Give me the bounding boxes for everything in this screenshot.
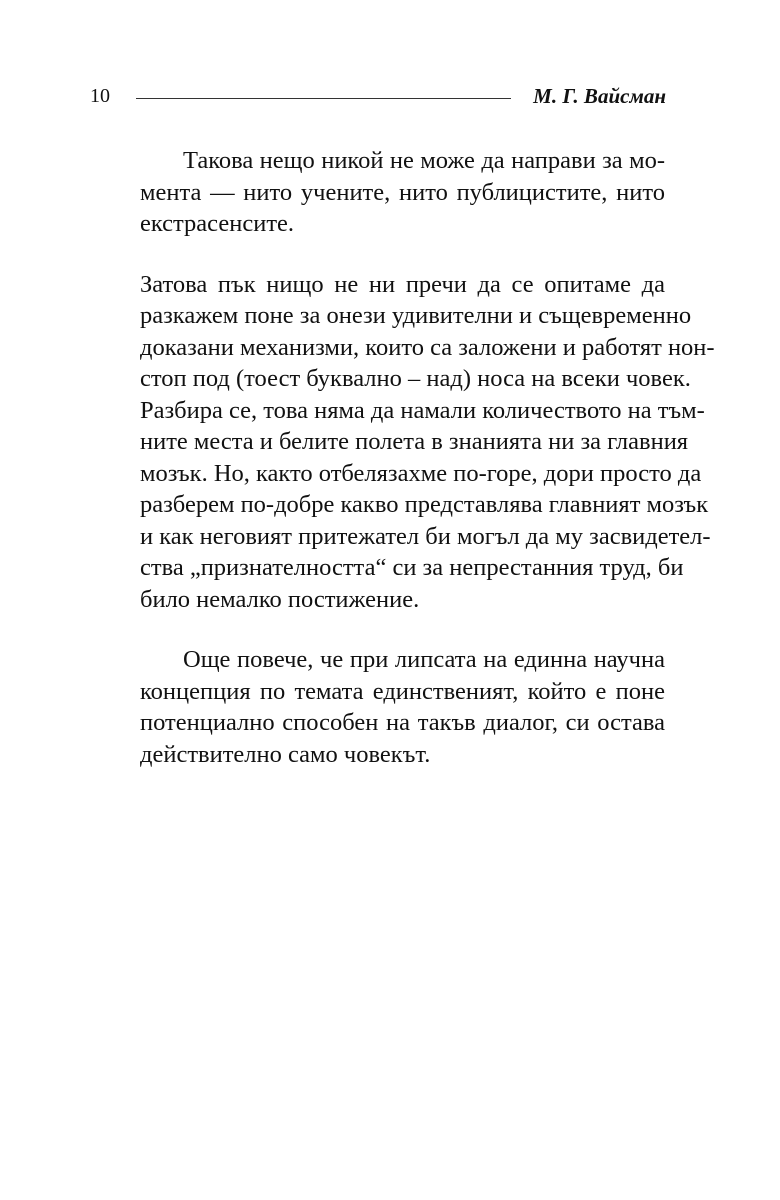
running-header: [90, 82, 666, 110]
text-line: концепция по темата единственият, който е поне: [140, 677, 665, 705]
text-line: екстрасенсите.: [140, 210, 295, 237]
paragraph-2: [140, 269, 715, 616]
text-line: Разбира се, това няма да намали количеството на тъм-: [140, 396, 705, 424]
header-rule: [136, 98, 511, 99]
body-text: [140, 145, 715, 770]
text-line: стоп под (тоест буквално – над) носа на всеки човек.: [140, 365, 691, 392]
text-line: доказани механизми, които са заложени и работят нон-: [140, 333, 715, 361]
text-line: разберем по-добре какво представлява главният мозък: [140, 491, 709, 518]
text-line: разкажем поне за онези удивителни и същевременно: [140, 302, 692, 329]
text-line: мента — нито учените, нито публицистите, нито: [140, 178, 665, 206]
text-line: било немалко постижение.: [140, 585, 420, 613]
running-author: М. Г. Вайсман: [533, 84, 666, 108]
paragraph-1: [140, 145, 665, 240]
text-line: и как неговият притежател би могъл да му засвидетел-: [140, 522, 711, 550]
text-line: Още повече, че при липсата на единна научна: [183, 646, 665, 673]
text-line: действително само човекът.: [140, 740, 431, 768]
paragraph-3: [140, 644, 665, 770]
text-line: Затова пък нищо не ни пречи да се опитаме да: [140, 270, 665, 298]
text-line: потенциално способен на такъв диалог, си остава: [140, 709, 665, 736]
page-number: 10: [90, 85, 110, 107]
text-line: ните места и белите полета в знанията ни за главния: [140, 428, 689, 455]
text-line: ства „признателността“ си за непрестанния труд, би: [140, 554, 684, 581]
text-line: мозък. Но, както отбелязахме по-горе, дори просто да: [140, 459, 702, 487]
text-line: Такова нещо никой не може да направи за мо-: [183, 147, 665, 174]
